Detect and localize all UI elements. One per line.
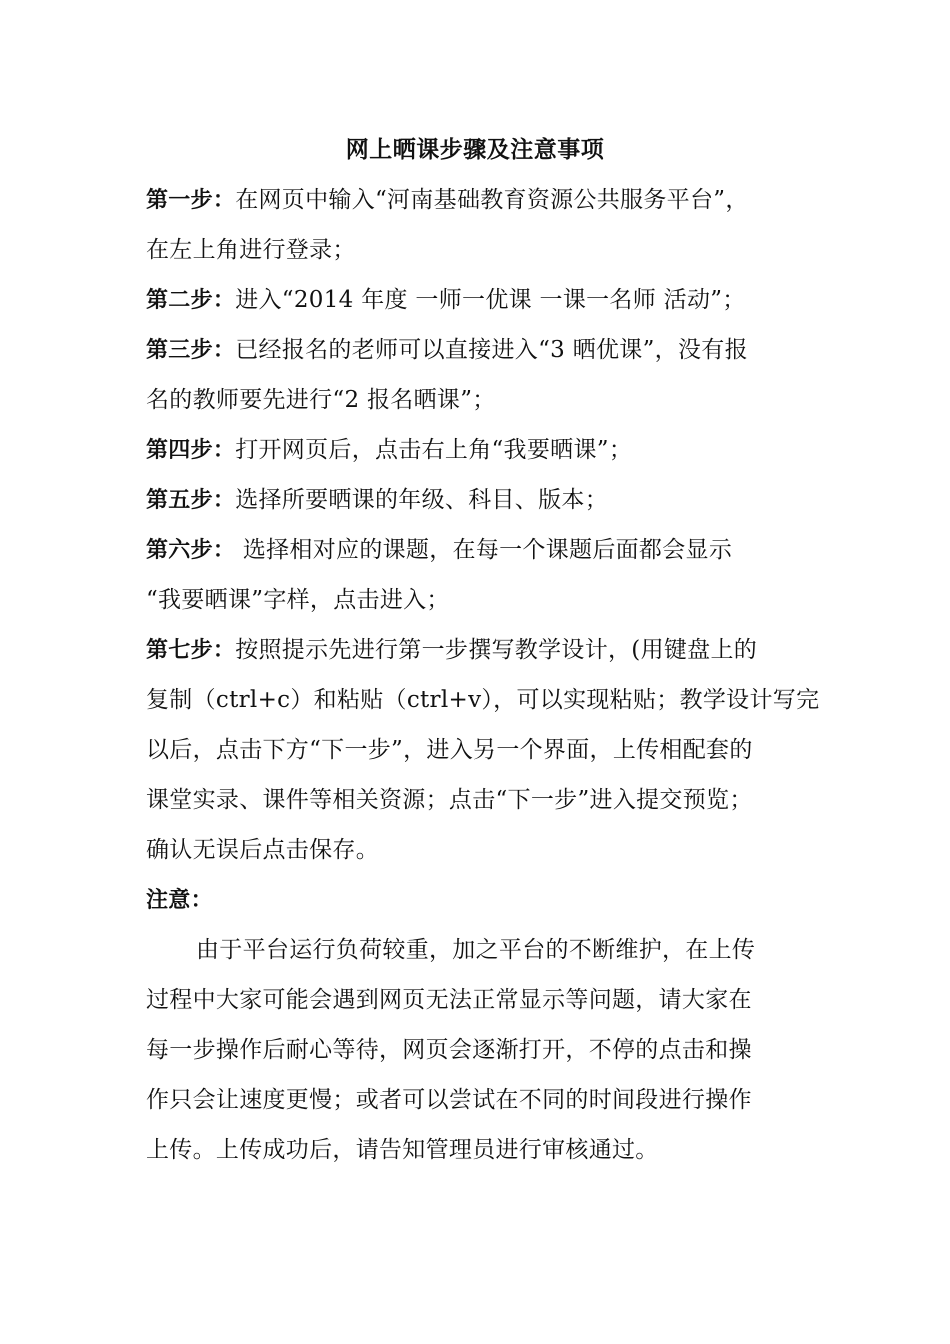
step-7-line-5: 确认无误后点击保存。 — [146, 837, 379, 863]
step-7-line-3: 以后，点击下方“下一步”，进入另一个界面，上传相配套的 — [146, 737, 753, 763]
step-1-text-1: 在网页中输入“河南基础教育资源公共服务平台”， — [235, 187, 749, 213]
step-1-label: 第一步： — [146, 188, 236, 213]
step-5-line-1 — [146, 482, 826, 519]
step-7-label: 第七步： — [146, 638, 236, 663]
step-5-text-1: 选择所要晒课的年级、科目、版本； — [235, 487, 609, 513]
step-3-text-1: 已经报名的老师可以直接进入“3 晒优课”，没有报 — [235, 337, 748, 363]
step-7-text-1: 按照提示先进行第一步撰写教学设计，(用键盘上的 — [235, 637, 758, 663]
step-7-line-4: 课堂实录、课件等相关资源；点击“下一步”进入提交预览； — [146, 787, 753, 813]
step-6-line-2: “我要晒课”字样，点击进入； — [146, 587, 450, 613]
step-3-line-1 — [146, 332, 826, 369]
step-4-line-1 — [146, 432, 826, 469]
step-1-line-2: 在左上角进行登录； — [146, 237, 356, 263]
note-heading — [146, 882, 826, 919]
note-line-5: 上传。上传成功后，请告知管理员进行审核通过。 — [146, 1137, 659, 1163]
step-7-line-1 — [146, 632, 826, 669]
step-2-line-1 — [146, 282, 826, 319]
note-line-2: 过程中大家可能会遇到网页无法正常显示等问题，请大家在 — [146, 987, 752, 1013]
step-2-text-1: 进入“2014 年度 一师一优课 一课一名师 活动”； — [235, 287, 746, 313]
step-4-text-1: 打开网页后，点击右上角“我要晒课”； — [235, 437, 633, 463]
step-1-line-1 — [146, 182, 826, 219]
step-2-label: 第二步： — [146, 288, 236, 313]
step-6-label: 第六步： — [146, 538, 236, 563]
note-line-3: 每一步操作后耐心等待，网页会逐渐打开，不停的点击和操 — [146, 1037, 752, 1063]
step-3-label: 第三步： — [146, 338, 236, 363]
page-title: 网上晒课步骤及注意事项 — [345, 136, 605, 163]
note-label: 注意： — [146, 888, 213, 913]
step-4-label: 第四步： — [146, 438, 236, 463]
step-6-text-1: 选择相对应的课题，在每一个课题后面都会显示 — [235, 537, 733, 563]
step-5-label: 第五步： — [146, 488, 236, 513]
step-6-line-1 — [146, 532, 826, 569]
note-line-1: 由于平台运行负荷较重，加之平台的不断维护，在上传 — [196, 937, 756, 963]
step-3-line-2: 名的教师要先进行“2 报名晒课”； — [146, 387, 496, 413]
note-line-4: 作只会让速度更慢；或者可以尝试在不同的时间段进行操作 — [146, 1087, 752, 1113]
step-7-line-2: 复制（ctrl+c）和粘贴（ctrl+v），可以实现粘贴；教学设计写完 — [146, 687, 820, 713]
